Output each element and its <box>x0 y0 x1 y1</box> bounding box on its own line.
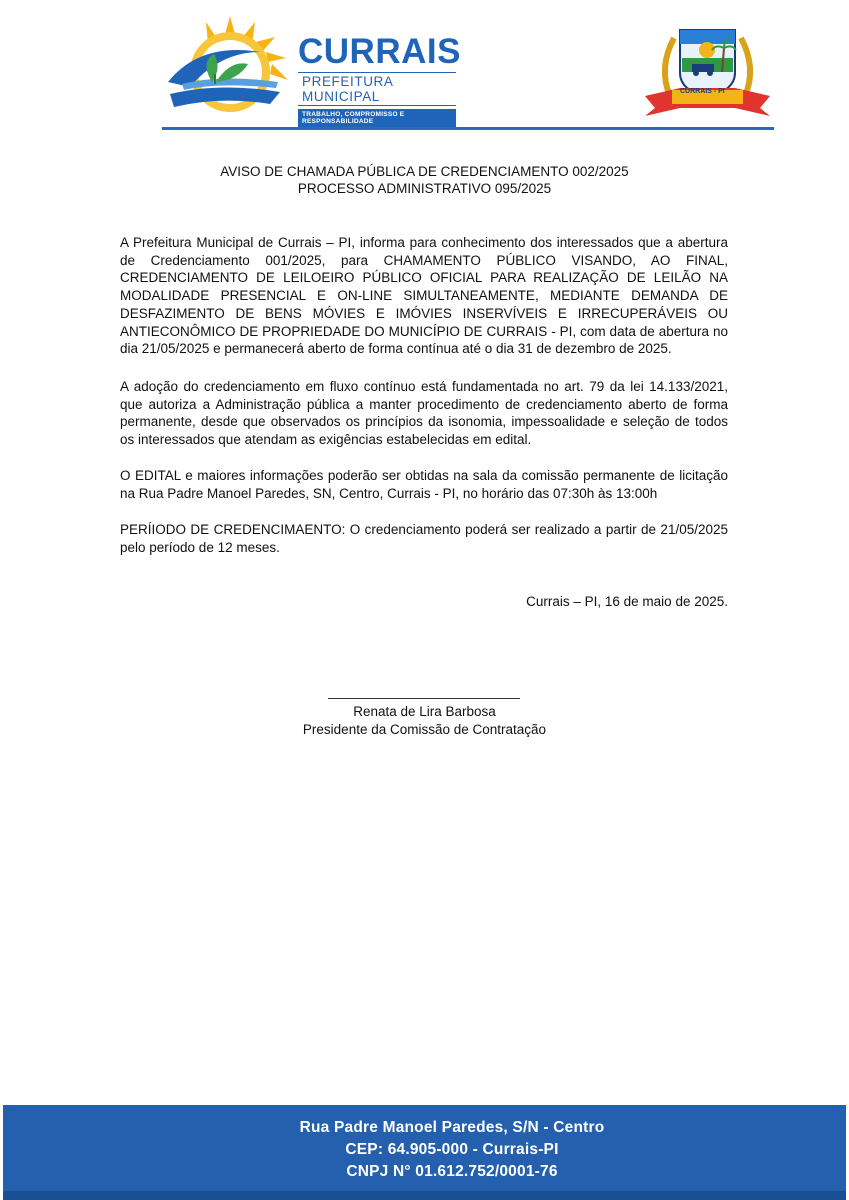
footer-address <box>3 1117 846 1183</box>
footer-line-2: CEP: 64.905-000 - Currais-PI <box>345 1141 559 1158</box>
document-title <box>0 163 849 197</box>
title-line-1: AVISO DE CHAMADA PÚBLICA DE CREDENCIAMENTO 002/2025 <box>220 164 629 179</box>
logo-tagline: TRABALHO, COMPROMISSO E RESPONSABILIDADE <box>298 109 456 127</box>
paragraph-4: PERÍIODO DE CREDENCIMAENTO: O credenciamento poderá ser realizado a partir de 21/05/2025 pelo período de 12 meses. <box>120 522 728 555</box>
header-divider <box>162 127 774 130</box>
paragraph-3: O EDITAL e maiores informações poderão ser obtidas na sala da comissão permanente de licitação na Rua Padre Manoel Paredes, SN, Centro, Currais - PI, no horário das 07:30h às 13:00h <box>120 468 728 501</box>
logo-text-block <box>298 34 461 127</box>
date-line: Currais – PI, 16 de maio de 2025. <box>526 594 728 609</box>
signature-block <box>0 703 849 739</box>
logo-title: CURRAIS <box>298 32 461 71</box>
footer-line-1: Rua Padre Manoel Paredes, S/N - Centro <box>299 1119 605 1136</box>
municipal-seal-icon <box>640 18 775 118</box>
footer-banner <box>3 1105 846 1200</box>
signature-line <box>328 698 520 699</box>
signer-role: Presidente da Comissão de Contratação <box>302 722 547 737</box>
paragraph-2: A adoção do credenciamento em fluxo contínuo está fundamentada no art. 79 da lei 14.133/2021, que autoriza a Administração pública a manter procedimento de credenciamento aberto de forma permanente, desde que observados os princípios da isonomia, impessoalidade e seleção de todos os interessados que atendam as exigências estabelecidas em edital. <box>120 379 728 448</box>
paragraph-1: A Prefeitura Municipal de Currais – PI, informa para conhecimento dos interessados que a abertura de Credenciamento 001/2025, para CHAMAMENTO PÚBLICO VISANDO, AO FINAL, CREDENCIAMENTO DE LEILOEIRO PÚBLICO OFICIAL PARA REALIZAÇÃO DE LEILÃO NA MODALIDADE PRESENCIAL E ON-LINE SIMULTANEAMENTE, MEDIANTE DEMANDA DE DESFAZIMENTO DE BENS MÓVIES E IMÓVIES INSERVÍVEIS E IRRECUPERÁVEIS OU ANTIECONÔMICO DE PROPRIEDADE DO MUNICÍPIO DE CURRAIS - PI, com data de abertura no dia 21/05/2025 e permanecerá aberto de forma contínua até o dia 31 de dezembro de 2025. <box>120 235 728 357</box>
footer-line-3: CNPJ N° 01.612.752/0001-76 <box>346 1163 558 1180</box>
logo-subtitle: PREFEITURA MUNICIPAL <box>298 72 456 106</box>
seal-label: CURRAIS - PI <box>680 88 725 95</box>
title-line-2: PROCESSO ADMINISTRATIVO 095/2025 <box>297 181 552 196</box>
signer-name: Renata de Lira Barbosa <box>353 704 496 719</box>
footer-bottom-band <box>3 1191 846 1200</box>
